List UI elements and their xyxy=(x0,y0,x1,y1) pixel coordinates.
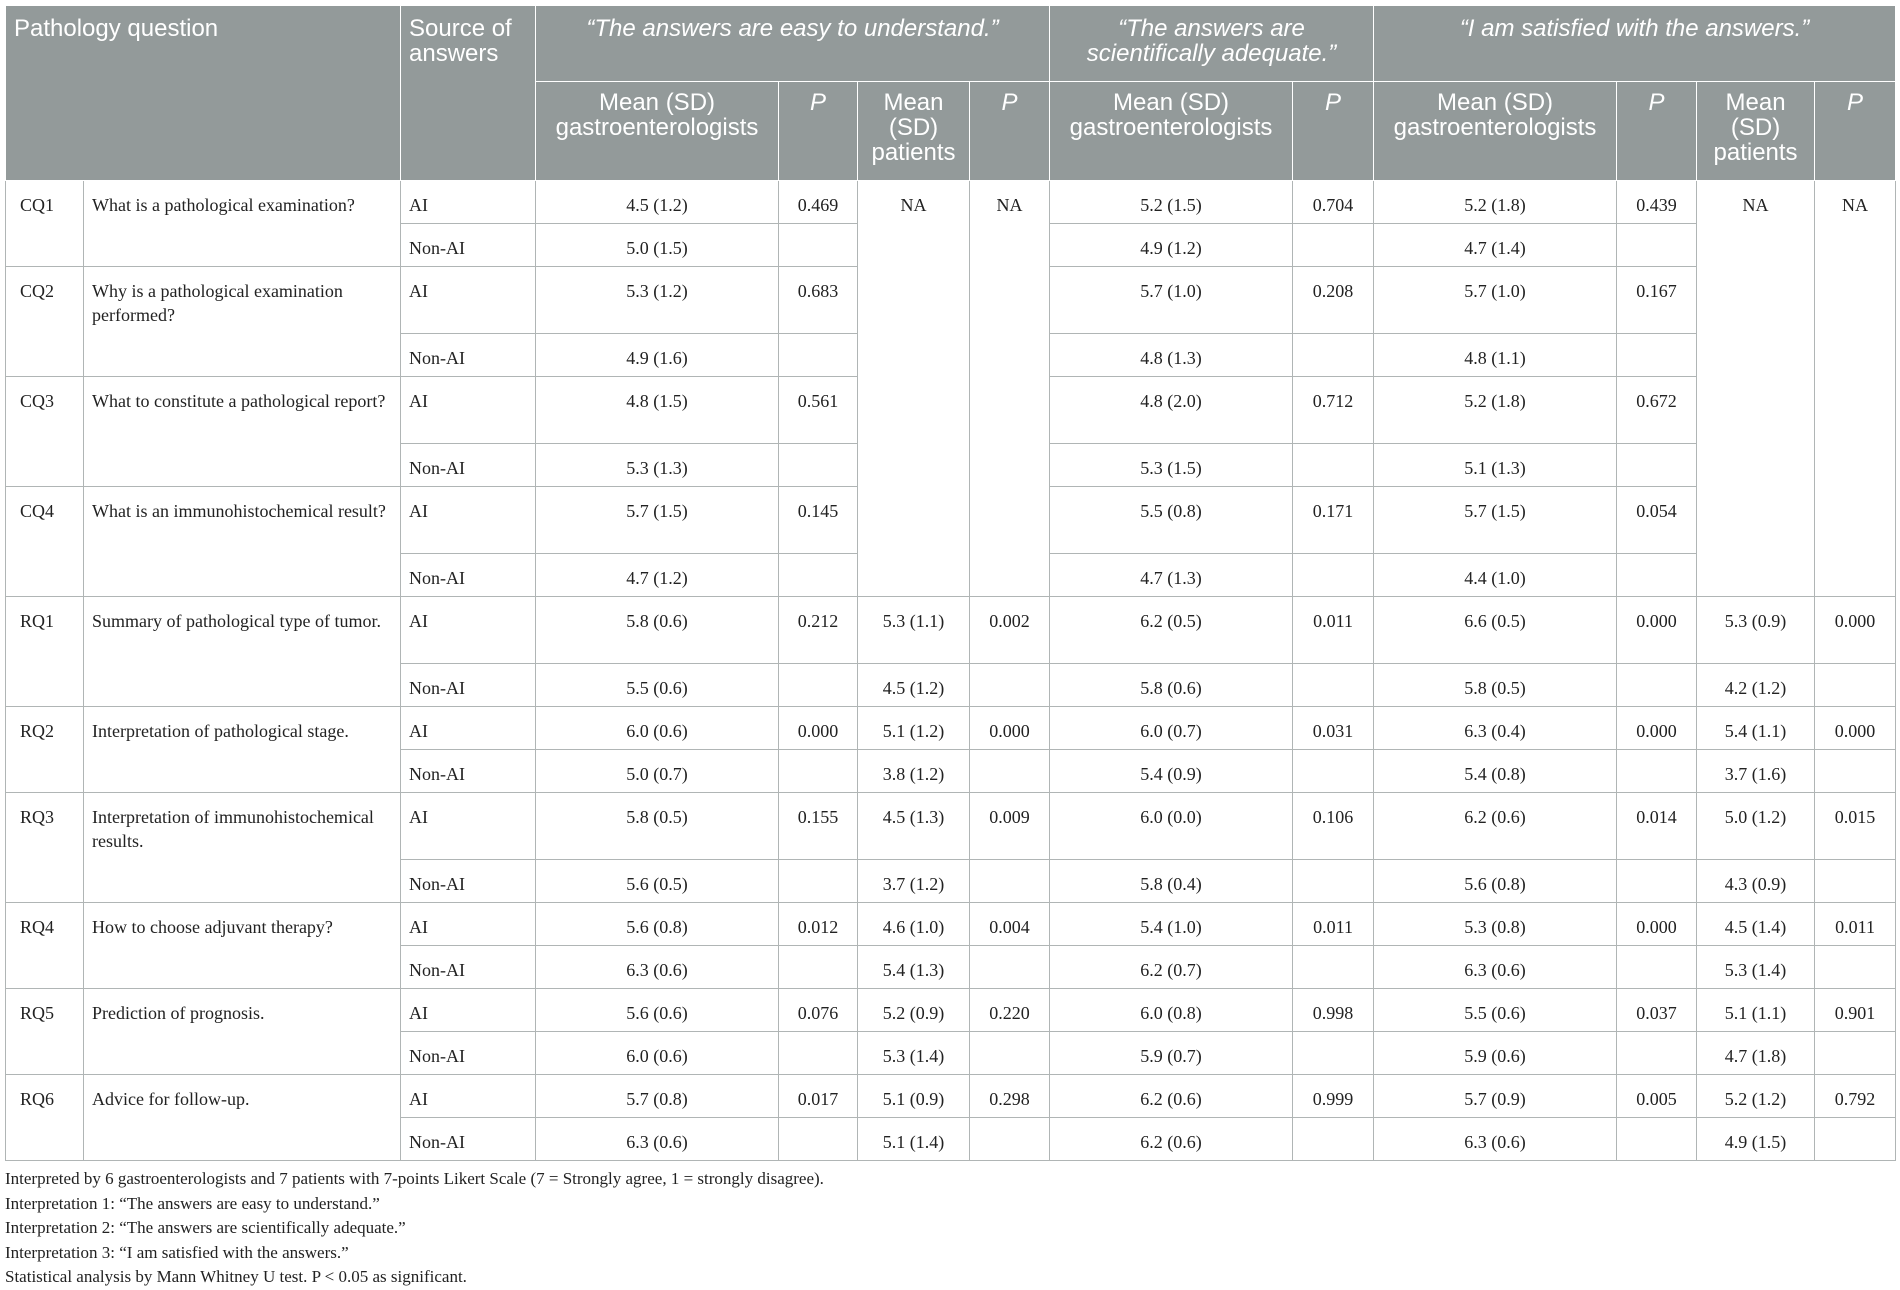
question-text: Why is a pathological examination performed? xyxy=(84,267,401,377)
cell-p-empty xyxy=(779,1032,858,1075)
cell-i3-pat: 4.7 (1.8) xyxy=(1697,1032,1815,1075)
question-code: CQ1 xyxy=(6,181,84,267)
cell-i3-pat: 4.5 (1.4) xyxy=(1697,903,1815,946)
cell-p-empty xyxy=(970,946,1050,989)
table-row xyxy=(6,903,1896,946)
cell-p-empty xyxy=(1293,1118,1374,1161)
cell-i3-pat: 4.2 (1.2) xyxy=(1697,664,1815,707)
cell-i1-gastro: 5.7 (0.8) xyxy=(536,1075,779,1118)
header-mean-gastro: Mean (SD) gastroenterologists xyxy=(1050,82,1293,181)
cell-i2-gastro-p: 0.171 xyxy=(1293,487,1374,554)
source-cell: Non-AI xyxy=(401,750,536,793)
header-source-of-answers: Source of answers xyxy=(401,6,536,181)
header-mean-gastro: Mean (SD) gastroenterologists xyxy=(1374,82,1617,181)
question-text: Advice for follow-up. xyxy=(84,1075,401,1161)
cell-p-empty xyxy=(1617,664,1697,707)
cell-i3-pat: 3.7 (1.6) xyxy=(1697,750,1815,793)
question-text: Summary of pathological type of tumor. xyxy=(84,597,401,707)
cell-i2-gastro: 5.4 (0.9) xyxy=(1050,750,1293,793)
source-cell: AI xyxy=(401,377,536,444)
header-mean-patients: Mean (SD) patients xyxy=(1697,82,1815,181)
cell-i3-gastro-p xyxy=(1617,334,1697,377)
question-code: RQ1 xyxy=(6,597,84,707)
cell-i1-gastro-p: 0.145 xyxy=(779,487,858,554)
cell-p-empty xyxy=(970,860,1050,903)
question-text: What is an immunohistochemical result? xyxy=(84,487,401,597)
question-code: RQ4 xyxy=(6,903,84,989)
cell-i3-pat: 4.3 (0.9) xyxy=(1697,860,1815,903)
source-cell: Non-AI xyxy=(401,860,536,903)
cell-i3-gp: 0.014 xyxy=(1617,793,1697,860)
cell-i1-pat: 5.4 (1.3) xyxy=(858,946,970,989)
cell-i3-gp: 0.000 xyxy=(1617,707,1697,750)
cell-i1-pp: 0.009 xyxy=(970,793,1050,860)
footnote: Interpretation 3: “I am satisfied with the answers.” xyxy=(5,1242,349,1262)
cell-p-empty xyxy=(1815,750,1896,793)
source-cell: Non-AI xyxy=(401,946,536,989)
source-cell: AI xyxy=(401,1075,536,1118)
cell-i3-gastro: 5.3 (0.8) xyxy=(1374,903,1617,946)
header-p: P xyxy=(1815,82,1896,181)
cell-i3-gastro: 4.7 (1.4) xyxy=(1374,224,1617,267)
cell-i3-patients-p-na: NA xyxy=(1815,181,1896,597)
footnote: Interpreted by 6 gastroenterologists and 7 patients with 7-points Likert Scale (7 = Strongly agree, 1 = strongly disagree). xyxy=(5,1169,824,1188)
question-code: CQ2 xyxy=(6,267,84,377)
cell-i3-pp: 0.792 xyxy=(1815,1075,1896,1118)
cell-i2-gastro: 5.9 (0.7) xyxy=(1050,1032,1293,1075)
question-code: RQ5 xyxy=(6,989,84,1075)
cell-i2-gastro: 6.2 (0.5) xyxy=(1050,597,1293,664)
cell-p-empty xyxy=(1293,664,1374,707)
cell-i2-gastro: 6.0 (0.8) xyxy=(1050,989,1293,1032)
cell-p-empty xyxy=(970,1032,1050,1075)
question-text: What is a pathological examination? xyxy=(84,181,401,267)
source-cell: AI xyxy=(401,181,536,224)
cell-p-empty xyxy=(970,1118,1050,1161)
cell-i2-gastro-p xyxy=(1293,554,1374,597)
question-text: What to constitute a pathological report? xyxy=(84,377,401,487)
cell-i3-patients-na: NA xyxy=(1697,181,1815,597)
cell-i1-gastro: 5.5 (0.6) xyxy=(536,664,779,707)
source-cell: AI xyxy=(401,793,536,860)
source-cell: AI xyxy=(401,267,536,334)
cell-i3-gastro-p: 0.439 xyxy=(1617,181,1697,224)
cell-i2-gastro: 5.4 (1.0) xyxy=(1050,903,1293,946)
header-interpretation-1: “The answers are easy to understand.” xyxy=(536,6,1050,82)
cell-i1-gastro: 4.9 (1.6) xyxy=(536,334,779,377)
cell-i1-gastro: 6.3 (0.6) xyxy=(536,946,779,989)
cell-i3-gastro-p: 0.054 xyxy=(1617,487,1697,554)
cell-i1-gp: 0.000 xyxy=(779,707,858,750)
header-p: P xyxy=(970,82,1050,181)
source-cell: Non-AI xyxy=(401,334,536,377)
cell-i2-gp: 0.031 xyxy=(1293,707,1374,750)
cell-i2-gastro-p: 0.208 xyxy=(1293,267,1374,334)
cell-i2-gastro: 6.2 (0.6) xyxy=(1050,1075,1293,1118)
cell-i1-gastro: 5.3 (1.3) xyxy=(536,444,779,487)
cell-i1-pat: 5.1 (0.9) xyxy=(858,1075,970,1118)
table-header xyxy=(6,6,1896,181)
cell-i2-gastro: 5.7 (1.0) xyxy=(1050,267,1293,334)
cell-i3-gastro: 5.2 (1.8) xyxy=(1374,181,1617,224)
header-interpretation-2: “The answers are scientifically adequate.” xyxy=(1050,6,1374,82)
cell-i1-gastro-p: 0.561 xyxy=(779,377,858,444)
source-cell: AI xyxy=(401,989,536,1032)
cell-i3-pp: 0.000 xyxy=(1815,707,1896,750)
cell-i3-gastro: 4.8 (1.1) xyxy=(1374,334,1617,377)
cell-i1-gastro-p xyxy=(779,554,858,597)
cell-i2-gp: 0.999 xyxy=(1293,1075,1374,1118)
cell-p-empty xyxy=(1815,860,1896,903)
results-table xyxy=(5,5,1896,1161)
header-interpretation-3: “I am satisfied with the answers.” xyxy=(1374,6,1896,82)
cell-i1-gastro: 5.6 (0.6) xyxy=(536,989,779,1032)
cell-i1-pat: 3.7 (1.2) xyxy=(858,860,970,903)
cell-i2-gastro: 6.0 (0.7) xyxy=(1050,707,1293,750)
cell-i1-pp: 0.004 xyxy=(970,903,1050,946)
cell-i3-gastro: 6.2 (0.6) xyxy=(1374,793,1617,860)
cell-p-empty xyxy=(1293,860,1374,903)
cell-i2-gastro: 5.5 (0.8) xyxy=(1050,487,1293,554)
cell-p-empty xyxy=(1617,860,1697,903)
cell-i1-gp: 0.012 xyxy=(779,903,858,946)
cell-i2-gastro: 4.8 (1.3) xyxy=(1050,334,1293,377)
cell-i3-gastro-p: 0.167 xyxy=(1617,267,1697,334)
table-body xyxy=(6,181,1896,597)
header-p: P xyxy=(779,82,858,181)
cell-p-empty xyxy=(1815,1118,1896,1161)
cell-i1-gastro: 5.8 (0.5) xyxy=(536,793,779,860)
cell-i1-pat: 4.5 (1.2) xyxy=(858,664,970,707)
cell-p-empty xyxy=(1617,1032,1697,1075)
cell-i1-pat: 5.3 (1.4) xyxy=(858,1032,970,1075)
cell-i1-pat: 5.2 (0.9) xyxy=(858,989,970,1032)
cell-i2-gastro-p xyxy=(1293,224,1374,267)
cell-i2-gastro: 4.9 (1.2) xyxy=(1050,224,1293,267)
footnote: Interpretation 1: “The answers are easy to understand.” xyxy=(5,1193,380,1213)
cell-i3-gastro: 6.3 (0.6) xyxy=(1374,1118,1617,1161)
cell-i1-gastro: 5.3 (1.2) xyxy=(536,267,779,334)
cell-p-empty xyxy=(1293,750,1374,793)
question-text: Interpretation of pathological stage. xyxy=(84,707,401,793)
cell-i1-pat: 5.1 (1.4) xyxy=(858,1118,970,1161)
cell-p-empty xyxy=(779,750,858,793)
cell-i3-gastro: 5.6 (0.8) xyxy=(1374,860,1617,903)
table-row xyxy=(6,181,1896,224)
header-p: P xyxy=(1617,82,1697,181)
cell-i2-gastro: 4.7 (1.3) xyxy=(1050,554,1293,597)
cell-i2-gastro: 6.2 (0.7) xyxy=(1050,946,1293,989)
cell-i1-pp: 0.000 xyxy=(970,707,1050,750)
cell-i2-gp: 0.998 xyxy=(1293,989,1374,1032)
cell-i1-gastro: 5.0 (1.5) xyxy=(536,224,779,267)
source-cell: Non-AI xyxy=(401,444,536,487)
cell-i3-pat: 5.1 (1.1) xyxy=(1697,989,1815,1032)
cell-p-empty xyxy=(1815,664,1896,707)
question-code: RQ2 xyxy=(6,707,84,793)
source-cell: Non-AI xyxy=(401,554,536,597)
cell-i1-gastro: 5.0 (0.7) xyxy=(536,750,779,793)
cell-i3-gastro: 5.5 (0.6) xyxy=(1374,989,1617,1032)
table-row xyxy=(6,1075,1896,1118)
cell-i3-gp: 0.000 xyxy=(1617,903,1697,946)
cell-i3-gastro-p xyxy=(1617,224,1697,267)
cell-i1-pat: 5.1 (1.2) xyxy=(858,707,970,750)
cell-i3-gp: 0.037 xyxy=(1617,989,1697,1032)
source-cell: AI xyxy=(401,707,536,750)
cell-i2-gastro-p: 0.704 xyxy=(1293,181,1374,224)
cell-i3-pp: 0.015 xyxy=(1815,793,1896,860)
cell-i3-pat: 5.3 (0.9) xyxy=(1697,597,1815,664)
cell-i3-gastro: 5.4 (0.8) xyxy=(1374,750,1617,793)
cell-p-empty xyxy=(1293,1032,1374,1075)
cell-i1-gastro: 4.8 (1.5) xyxy=(536,377,779,444)
cell-i2-gastro: 5.8 (0.4) xyxy=(1050,860,1293,903)
source-cell: Non-AI xyxy=(401,1032,536,1075)
cell-i1-gastro: 5.6 (0.8) xyxy=(536,903,779,946)
header-mean-gastro: Mean (SD) gastroenterologists xyxy=(536,82,779,181)
cell-i3-gp: 0.005 xyxy=(1617,1075,1697,1118)
cell-i3-gastro: 5.8 (0.5) xyxy=(1374,664,1617,707)
cell-i2-gastro: 6.2 (0.6) xyxy=(1050,1118,1293,1161)
cell-i2-gastro-p xyxy=(1293,444,1374,487)
cell-p-empty xyxy=(1617,1118,1697,1161)
cell-i2-gastro-p: 0.712 xyxy=(1293,377,1374,444)
cell-p-empty xyxy=(970,664,1050,707)
cell-i1-pat: 3.8 (1.2) xyxy=(858,750,970,793)
cell-i1-patients-na: NA xyxy=(858,181,970,597)
cell-i1-gastro: 4.7 (1.2) xyxy=(536,554,779,597)
cell-i1-gastro: 6.0 (0.6) xyxy=(536,707,779,750)
cell-i1-gp: 0.155 xyxy=(779,793,858,860)
cell-i1-gastro: 6.3 (0.6) xyxy=(536,1118,779,1161)
question-text: Interpretation of immunohistochemical results. xyxy=(84,793,401,903)
footnote: Statistical analysis by Mann Whitney U test. P < 0.05 as significant. xyxy=(5,1267,467,1286)
cell-i1-gastro: 6.0 (0.6) xyxy=(536,1032,779,1075)
cell-i3-gastro: 5.1 (1.3) xyxy=(1374,444,1617,487)
cell-p-empty xyxy=(779,664,858,707)
question-code: RQ6 xyxy=(6,1075,84,1161)
cell-i1-gastro-p: 0.469 xyxy=(779,181,858,224)
cell-i3-gastro-p: 0.672 xyxy=(1617,377,1697,444)
cell-i3-gastro: 4.4 (1.0) xyxy=(1374,554,1617,597)
cell-p-empty xyxy=(779,860,858,903)
cell-i3-pat: 5.2 (1.2) xyxy=(1697,1075,1815,1118)
cell-i3-gastro: 5.2 (1.8) xyxy=(1374,377,1617,444)
question-code: CQ3 xyxy=(6,377,84,487)
header-p: P xyxy=(1293,82,1374,181)
source-cell: AI xyxy=(401,597,536,664)
cell-i2-gp: 0.106 xyxy=(1293,793,1374,860)
cell-i1-gp: 0.017 xyxy=(779,1075,858,1118)
cell-i3-pp: 0.901 xyxy=(1815,989,1896,1032)
cell-p-empty xyxy=(1617,750,1697,793)
cell-i3-gastro: 5.7 (0.9) xyxy=(1374,1075,1617,1118)
cell-p-empty xyxy=(970,750,1050,793)
cell-i2-gastro: 4.8 (2.0) xyxy=(1050,377,1293,444)
cell-i2-gastro: 5.8 (0.6) xyxy=(1050,664,1293,707)
cell-i1-gp: 0.212 xyxy=(779,597,858,664)
cell-i3-gastro: 6.3 (0.6) xyxy=(1374,946,1617,989)
cell-i3-pp: 0.000 xyxy=(1815,597,1896,664)
cell-p-empty xyxy=(779,1118,858,1161)
cell-i2-gastro: 6.0 (0.0) xyxy=(1050,793,1293,860)
question-text: How to choose adjuvant therapy? xyxy=(84,903,401,989)
cell-i3-pat: 4.9 (1.5) xyxy=(1697,1118,1815,1161)
footnote: Interpretation 2: “The answers are scientifically adequate.” xyxy=(5,1218,406,1237)
cell-i3-gastro: 5.7 (1.0) xyxy=(1374,267,1617,334)
cell-i3-pat: 5.3 (1.4) xyxy=(1697,946,1815,989)
cell-p-empty xyxy=(1617,946,1697,989)
cell-i1-gastro: 5.6 (0.5) xyxy=(536,860,779,903)
table-row xyxy=(6,793,1896,860)
cell-i1-gastro: 4.5 (1.2) xyxy=(536,181,779,224)
cell-p-empty xyxy=(1293,946,1374,989)
cell-i3-gp: 0.000 xyxy=(1617,597,1697,664)
source-cell: AI xyxy=(401,487,536,554)
cell-i1-pp: 0.220 xyxy=(970,989,1050,1032)
cell-i3-pp: 0.011 xyxy=(1815,903,1896,946)
cell-i1-pat: 4.5 (1.3) xyxy=(858,793,970,860)
cell-i3-gastro: 5.9 (0.6) xyxy=(1374,1032,1617,1075)
cell-i2-gastro: 5.3 (1.5) xyxy=(1050,444,1293,487)
cell-i1-pat: 5.3 (1.1) xyxy=(858,597,970,664)
cell-i1-pp: 0.298 xyxy=(970,1075,1050,1118)
header-mean-patients: Mean (SD) patients xyxy=(858,82,970,181)
cell-i3-pat: 5.4 (1.1) xyxy=(1697,707,1815,750)
cell-i1-gastro: 5.8 (0.6) xyxy=(536,597,779,664)
header-pathology-question: Pathology question xyxy=(6,6,401,181)
cell-i3-gastro: 6.6 (0.5) xyxy=(1374,597,1617,664)
table-body-rq xyxy=(6,597,1896,1161)
source-cell: AI xyxy=(401,903,536,946)
cell-i1-gastro-p xyxy=(779,334,858,377)
cell-i3-pat: 5.0 (1.2) xyxy=(1697,793,1815,860)
cell-i3-gastro-p xyxy=(1617,444,1697,487)
question-code: CQ4 xyxy=(6,487,84,597)
cell-i3-gastro: 6.3 (0.4) xyxy=(1374,707,1617,750)
table-row xyxy=(6,707,1896,750)
cell-i1-gastro-p xyxy=(779,224,858,267)
source-cell: Non-AI xyxy=(401,1118,536,1161)
cell-i3-gastro: 5.7 (1.5) xyxy=(1374,487,1617,554)
footnotes xyxy=(5,1167,1895,1290)
cell-i1-pp: 0.002 xyxy=(970,597,1050,664)
question-text: Prediction of prognosis. xyxy=(84,989,401,1075)
cell-i2-gp: 0.011 xyxy=(1293,597,1374,664)
cell-i1-gastro-p: 0.683 xyxy=(779,267,858,334)
cell-i2-gastro-p xyxy=(1293,334,1374,377)
results-table-container xyxy=(5,5,1895,1290)
source-cell: Non-AI xyxy=(401,224,536,267)
source-cell: Non-AI xyxy=(401,664,536,707)
cell-i3-gastro-p xyxy=(1617,554,1697,597)
cell-i1-gastro-p xyxy=(779,444,858,487)
cell-p-empty xyxy=(1815,1032,1896,1075)
cell-i1-gastro: 5.7 (1.5) xyxy=(536,487,779,554)
table-row xyxy=(6,597,1896,664)
cell-i1-patients-p-na: NA xyxy=(970,181,1050,597)
cell-i1-gp: 0.076 xyxy=(779,989,858,1032)
cell-i2-gp: 0.011 xyxy=(1293,903,1374,946)
cell-i2-gastro: 5.2 (1.5) xyxy=(1050,181,1293,224)
cell-p-empty xyxy=(1815,946,1896,989)
table-row xyxy=(6,989,1896,1032)
cell-i1-pat: 4.6 (1.0) xyxy=(858,903,970,946)
question-code: RQ3 xyxy=(6,793,84,903)
cell-p-empty xyxy=(779,946,858,989)
